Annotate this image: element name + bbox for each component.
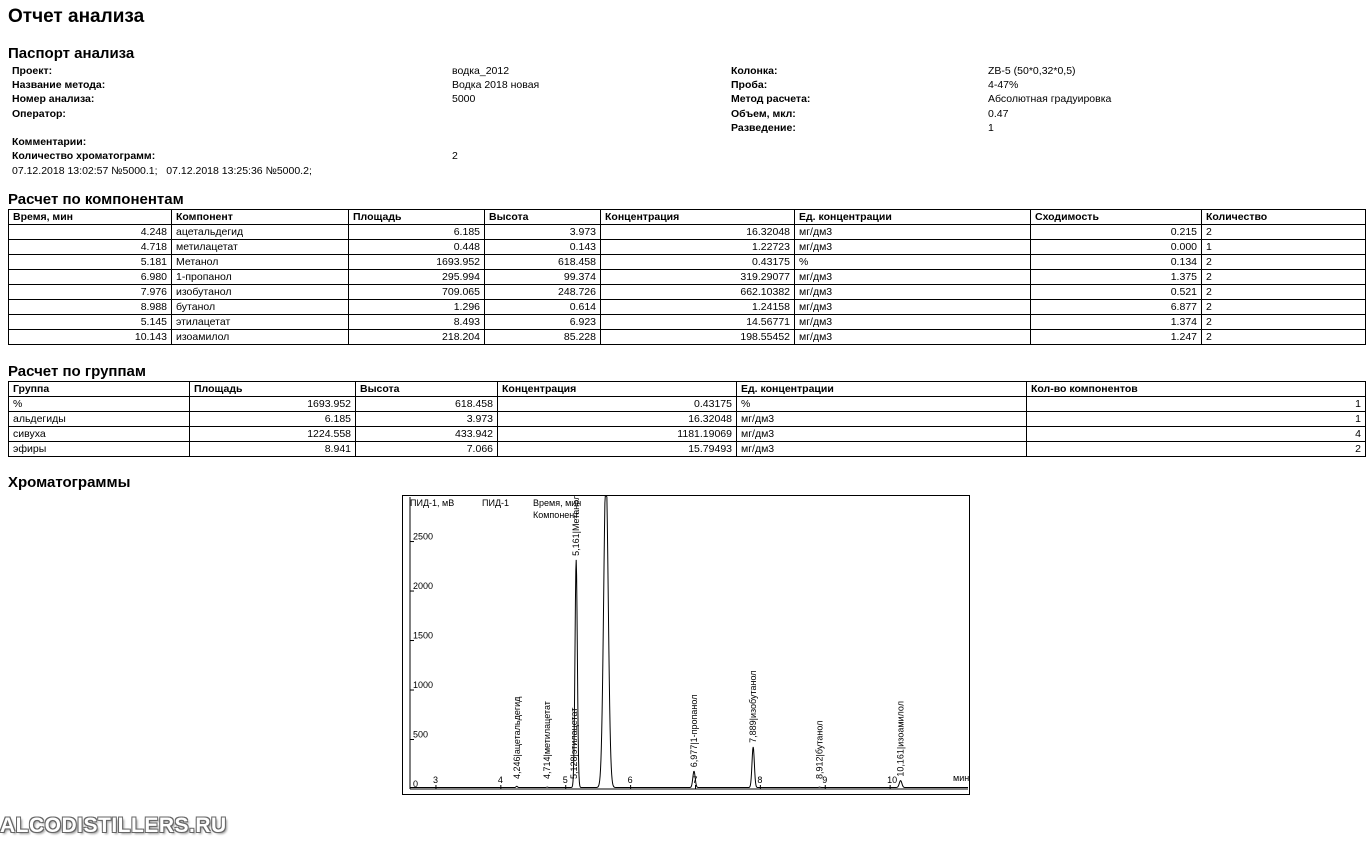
table-cell: мг/дм3 — [795, 285, 1031, 300]
table-cell: 0.134 — [1031, 255, 1202, 270]
table-cell: 2 — [1202, 315, 1366, 330]
y-tick-label: 2000 — [413, 581, 434, 592]
table-cell: 8.941 — [190, 442, 356, 457]
comments-label: Комментарии: — [12, 136, 87, 148]
table-cell: 248.726 — [485, 285, 601, 300]
table-cell: 0.43175 — [601, 255, 795, 270]
table-cell: мг/дм3 — [795, 300, 1031, 315]
column-header: Компонент — [172, 210, 349, 225]
peak-label: 7,889|изобутанол — [748, 670, 759, 743]
table-cell: 1.22723 — [601, 240, 795, 255]
table-cell: 4.248 — [9, 225, 172, 240]
x-tick-label: 7 — [692, 775, 698, 785]
table-cell: 8.493 — [349, 315, 485, 330]
table-cell: 709.065 — [349, 285, 485, 300]
table-cell: 7.066 — [356, 442, 498, 457]
analysis-number-value: 5000 — [452, 93, 476, 105]
components-header-row — [9, 210, 1366, 225]
components-body — [9, 225, 1366, 345]
column-header: Площадь — [349, 210, 485, 225]
channel-label: ПИД-1, мВ — [410, 498, 455, 508]
calc-method-label: Метод расчета: — [731, 93, 811, 105]
method-value: Водка 2018 новая — [452, 79, 540, 91]
table-cell: 1 — [1027, 412, 1366, 427]
table-cell: 1693.952 — [349, 255, 485, 270]
peak-label: 4,246|ацетальдегид — [511, 696, 522, 779]
legend-line-time: Время, мин — [533, 498, 582, 508]
table-cell: мг/дм3 — [795, 225, 1031, 240]
peak-label: 8,912|бутанол — [814, 720, 825, 779]
chromatogram-count-value: 2 — [452, 150, 458, 162]
x-tick-label: 10 — [887, 775, 898, 785]
y-tick-label: 1500 — [413, 630, 434, 641]
table-cell: 1224.558 — [190, 427, 356, 442]
y-tick-label: 2500 — [413, 531, 434, 542]
y-tick-label: 500 — [413, 729, 429, 740]
table-cell: сивуха — [9, 427, 190, 442]
table-row — [9, 427, 1366, 442]
table-cell: 0.521 — [1031, 285, 1202, 300]
table-row — [9, 442, 1366, 457]
column-header: Группа — [9, 382, 190, 397]
table-cell: 1.375 — [1031, 270, 1202, 285]
table-cell: 2 — [1202, 330, 1366, 345]
column-header: Кол-во компонентов — [1027, 382, 1366, 397]
table-cell: % — [795, 255, 1031, 270]
volume-value: 0.47 — [988, 108, 1009, 120]
table-cell: 4 — [1027, 427, 1366, 442]
groups-body — [9, 397, 1366, 457]
y-tick-label: 0 — [413, 779, 419, 789]
project-label: Проект: — [12, 65, 53, 77]
table-cell: 2 — [1202, 270, 1366, 285]
table-cell: 0.614 — [485, 300, 601, 315]
table-cell: 0.448 — [349, 240, 485, 255]
table-row — [9, 397, 1366, 412]
column-header: Высота — [356, 382, 498, 397]
peak-label: 6,977|1-пропанол — [689, 694, 699, 768]
calc-method-value: Абсолютная градуировка — [988, 93, 1112, 105]
table-cell: 662.10382 — [601, 285, 795, 300]
table-cell: мг/дм3 — [795, 330, 1031, 345]
table-cell: мг/дм3 — [737, 412, 1027, 427]
column-header: Сходимость — [1031, 210, 1202, 225]
report-title: Отчет анализа — [8, 6, 145, 27]
chart-frame — [403, 496, 970, 795]
table-cell: метилацетат — [172, 240, 349, 255]
table-cell: 15.79493 — [498, 442, 737, 457]
dilution-value: 1 — [988, 122, 994, 134]
x-tick-label: 9 — [822, 775, 828, 785]
table-cell: 618.458 — [356, 397, 498, 412]
table-cell: % — [737, 397, 1027, 412]
table-cell: 433.942 — [356, 427, 498, 442]
table-cell: изоамилол — [172, 330, 349, 345]
legend-line-component: Компонент — [533, 510, 579, 520]
table-cell: 14.56771 — [601, 315, 795, 330]
table-cell: 2 — [1202, 225, 1366, 240]
chromatograms-heading: Хроматограммы — [8, 474, 131, 491]
components-heading: Расчет по компонентам — [8, 191, 184, 208]
column-label: Колонка: — [731, 65, 778, 77]
table-cell: 0.43175 — [498, 397, 737, 412]
column-value: ZB-5 (50*0,32*0,5) — [988, 65, 1076, 77]
table-cell: этилацетат — [172, 315, 349, 330]
table-cell: 99.374 — [485, 270, 601, 285]
table-cell: 8.988 — [9, 300, 172, 315]
table-row — [9, 255, 1366, 270]
table-row — [9, 240, 1366, 255]
table-cell: 5.145 — [9, 315, 172, 330]
table-cell: 0.000 — [1031, 240, 1202, 255]
table-cell: 16.32048 — [498, 412, 737, 427]
table-row — [9, 270, 1366, 285]
peak-label: 5,128|этилацетат — [569, 707, 579, 779]
table-cell: 5.181 — [9, 255, 172, 270]
table-row — [9, 300, 1366, 315]
table-cell: мг/дм3 — [737, 427, 1027, 442]
chromatogram-count-label: Количество хроматограмм: — [12, 150, 156, 162]
table-cell: 16.32048 — [601, 225, 795, 240]
table-cell: мг/дм3 — [795, 270, 1031, 285]
analysis-number-label: Номер анализа: — [12, 93, 95, 105]
table-cell: 7.976 — [9, 285, 172, 300]
volume-label: Объем, мкл: — [731, 108, 796, 120]
table-row — [9, 225, 1366, 240]
groups-heading: Расчет по группам — [8, 363, 146, 380]
column-header: Количество — [1202, 210, 1366, 225]
table-cell: 6.980 — [9, 270, 172, 285]
chromatogram-list: 07.12.2018 13:02:57 №5000.1; 07.12.2018 13:25:36 №5000.2; — [12, 165, 312, 177]
table-cell: мг/дм3 — [795, 315, 1031, 330]
table-cell: 3.973 — [485, 225, 601, 240]
table-cell: ацетальдегид — [172, 225, 349, 240]
sample-label: Проба: — [731, 79, 768, 91]
table-cell: 618.458 — [485, 255, 601, 270]
watermark-text: ALCODISTILLERS.RU — [0, 814, 227, 837]
table-cell: 0.215 — [1031, 225, 1202, 240]
table-cell: 10.143 — [9, 330, 172, 345]
project-value: водка_2012 — [452, 65, 510, 77]
table-cell: 1 — [1202, 240, 1366, 255]
table-cell: 1693.952 — [190, 397, 356, 412]
components-table — [8, 209, 1366, 345]
column-header: Площадь — [190, 382, 356, 397]
x-axis-unit: мин — [953, 773, 970, 783]
chromatogram-chart — [402, 495, 970, 795]
table-cell: 6.923 — [485, 315, 601, 330]
column-header: Концентрация — [498, 382, 737, 397]
table-cell: 6.877 — [1031, 300, 1202, 315]
table-cell: 1.374 — [1031, 315, 1202, 330]
table-row — [9, 315, 1366, 330]
series-label: ПИД-1 — [482, 498, 510, 508]
table-cell: 295.994 — [349, 270, 485, 285]
peak-label: 4,714|метилацетат — [542, 701, 553, 779]
operator-label: Оператор: — [12, 108, 66, 120]
table-cell: Метанол — [172, 255, 349, 270]
table-cell: 1 — [1027, 397, 1366, 412]
table-cell: 4.718 — [9, 240, 172, 255]
x-tick-label: 6 — [627, 775, 633, 785]
table-cell: 1.24158 — [601, 300, 795, 315]
groups-header-row — [9, 382, 1366, 397]
table-cell: 1181.19069 — [498, 427, 737, 442]
column-header: Высота — [485, 210, 601, 225]
table-row — [9, 285, 1366, 300]
y-tick-label: 1000 — [413, 680, 434, 691]
column-header: Ед. концентрации — [737, 382, 1027, 397]
table-cell: 2 — [1027, 442, 1366, 457]
table-cell: альдегиды — [9, 412, 190, 427]
table-cell: 85.228 — [485, 330, 601, 345]
groups-table — [8, 381, 1366, 457]
table-cell: мг/дм3 — [737, 442, 1027, 457]
table-cell: 218.204 — [349, 330, 485, 345]
sample-value: 4-47% — [988, 79, 1019, 91]
table-cell: мг/дм3 — [795, 240, 1031, 255]
x-tick-label: 5 — [562, 775, 568, 785]
table-row — [9, 330, 1366, 345]
table-cell: % — [9, 397, 190, 412]
table-cell: изобутанол — [172, 285, 349, 300]
table-cell: 6.185 — [190, 412, 356, 427]
column-header: Время, мин — [9, 210, 172, 225]
table-cell: эфиры — [9, 442, 190, 457]
table-cell: 3.973 — [356, 412, 498, 427]
table-row — [9, 412, 1366, 427]
method-label: Название метода: — [12, 79, 106, 91]
table-cell: 1.247 — [1031, 330, 1202, 345]
x-tick-label: 8 — [757, 775, 763, 785]
table-cell: 1.296 — [349, 300, 485, 315]
passport-heading: Паспорт анализа — [8, 45, 135, 62]
table-cell: 1-пропанол — [172, 270, 349, 285]
x-tick-label: 3 — [432, 775, 438, 785]
column-header: Ед. концентрации — [795, 210, 1031, 225]
dilution-label: Разведение: — [731, 122, 796, 134]
table-cell: 2 — [1202, 255, 1366, 270]
table-cell: бутанол — [172, 300, 349, 315]
table-cell: 6.185 — [349, 225, 485, 240]
column-header: Концентрация — [601, 210, 795, 225]
peak-label: 10,161|изоамилол — [895, 701, 906, 777]
table-cell: 319.29077 — [601, 270, 795, 285]
table-cell: 2 — [1202, 285, 1366, 300]
table-cell: 0.143 — [485, 240, 601, 255]
peak-label: 5,161|Метанол — [571, 495, 582, 556]
table-cell: 2 — [1202, 300, 1366, 315]
table-cell: 198.55452 — [601, 330, 795, 345]
x-tick-label: 4 — [497, 775, 503, 785]
